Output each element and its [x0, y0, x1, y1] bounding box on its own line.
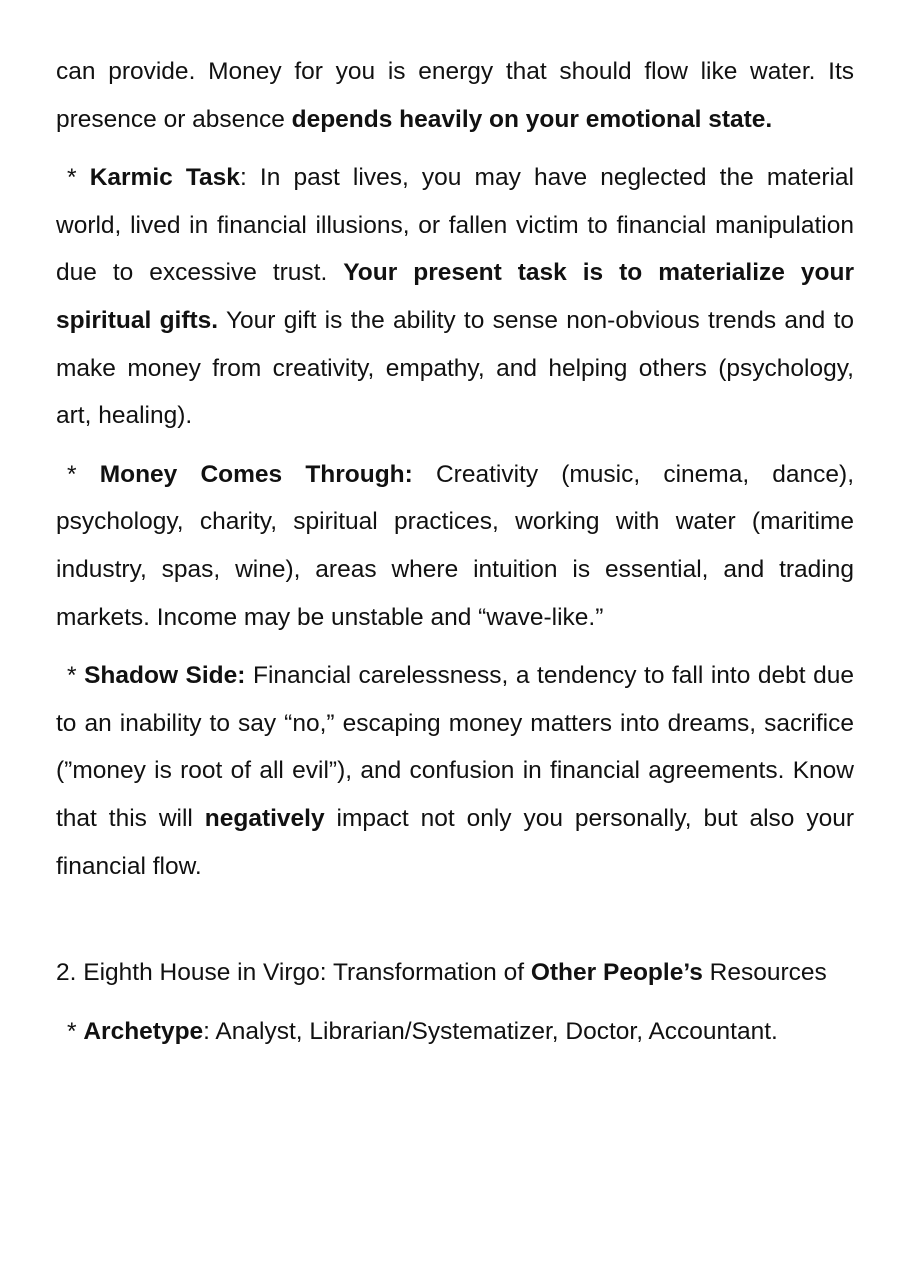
- intro-text: can provide. Money for you is energy that should flow like water. Its presence or absence: [56, 58, 854, 133]
- archetype-label: Archetype: [83, 1017, 204, 1045]
- karmic-task-paragraph: [56, 154, 854, 440]
- bullet-star: *: [67, 164, 90, 192]
- section-heading-text: 2. Eighth House in Virgo: Transformation of: [56, 959, 531, 987]
- bullet-star: *: [67, 662, 85, 690]
- section-heading: [56, 949, 854, 997]
- bullet-star: *: [67, 460, 100, 488]
- shadow-side-emphasis: negatively: [204, 804, 325, 832]
- intro-paragraph: [56, 48, 854, 143]
- money-comes-through-paragraph: [56, 451, 854, 641]
- shadow-side-paragraph: [56, 652, 854, 890]
- shadow-side-label: Shadow Side:: [84, 662, 246, 690]
- karmic-task-label: Karmic Task: [89, 164, 240, 192]
- intro-emphasis: depends heavily on your emotional state.: [291, 105, 773, 133]
- karmic-task-text: : In past lives, you may have neglected the material world, lived in financial illusions, or fallen victim to financial manipulation due to excessive trust.: [56, 164, 854, 287]
- karmic-task-text-2: Your gift is the ability to sense non-obvious trends and to make money from creativity, empathy, and helping others (psychology, art, healing).: [56, 306, 854, 430]
- karmic-task-emphasis: Your present task is to materialize your spiritual gifts.: [56, 259, 854, 334]
- money-comes-through-label: Money Comes Through:: [99, 460, 413, 488]
- section-heading-text-2: Resources: [702, 959, 827, 987]
- section-heading-emphasis: Other People’s: [530, 959, 703, 987]
- shadow-side-text: Financial carelessness, a tendency to fall into debt due to an inability to say “no,” escaping money matters into dreams, sacrifice (”money is root of all evil”), and confusion in financial agreements. Know that this will: [56, 662, 854, 832]
- section-spacer: [56, 901, 854, 949]
- money-comes-through-text: Creativity (music, cinema, dance), psychology, charity, spiritual practices, working with water (maritime industry, spas, wine), areas where intuition is essential, and trading markets. Income may be unstable and “wave-like.”: [56, 460, 855, 631]
- archetype-paragraph: [56, 1008, 854, 1056]
- shadow-side-text-2: impact not only you personally, but also your financial flow.: [56, 804, 854, 880]
- bullet-star: *: [67, 1017, 84, 1045]
- archetype-text: : Analyst, Librarian/Systematizer, Doctor, Accountant.: [203, 1017, 778, 1045]
